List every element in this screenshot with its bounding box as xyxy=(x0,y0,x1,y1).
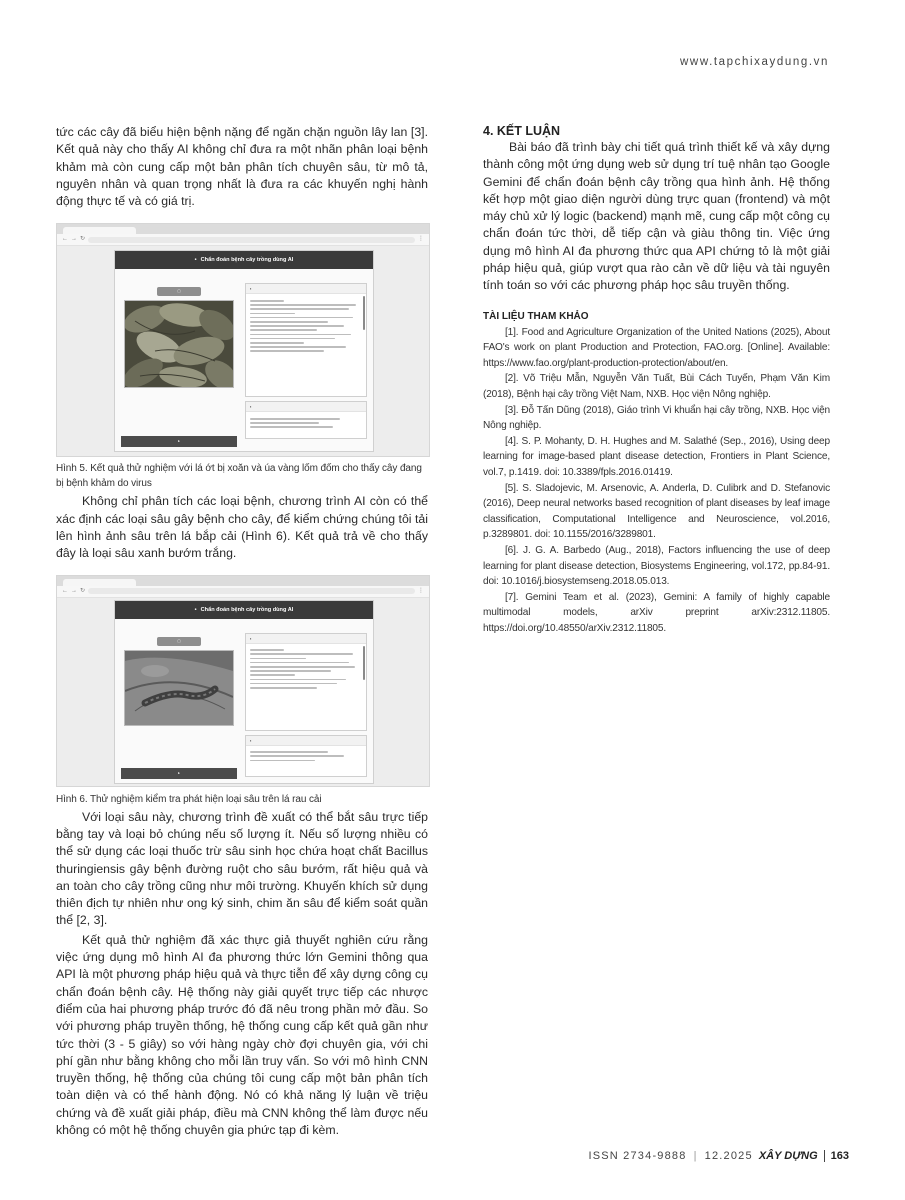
result-box-title: ▪ xyxy=(246,284,366,294)
app-header xyxy=(115,601,373,619)
analysis-result-box xyxy=(245,283,367,397)
issn-label: ISSN 2734-9888 xyxy=(588,1150,687,1162)
analyze-button: ▸ xyxy=(121,768,237,779)
caterpillar-leaf-image xyxy=(124,650,234,726)
body-paragraph: Với loại sâu này, chương trình đề xuất có thể bắt sâu trực tiếp bằng tay và loại bỏ chúng nếu số lượng ít. Nếu số lượng nhiều có thể sử dụng các loại thuốc trừ sâu sinh học chứa hoạt chất Bacillus thuringiensis gây bệnh đường ruột cho sâu bướm, rất hiệu quả và an toàn cho cây trồng cũng như môi trường. Khuyến khích sử dụng thiên địch tự nhiên như ong ký sinh, chim ăn sâu để kiểm soát quần thể [2, 3]. xyxy=(56,809,428,928)
upload-pane xyxy=(121,633,237,779)
browser-address-bar xyxy=(57,234,429,246)
forward-icon: → xyxy=(71,587,77,594)
references-heading: TÀI LIỆU THAM KHẢO xyxy=(483,310,589,322)
scrollbar xyxy=(363,646,365,680)
menu-icon: ⋮ xyxy=(418,236,424,243)
back-icon: ← xyxy=(62,236,68,243)
treatment-box xyxy=(245,401,367,439)
magazine-logo: XÂY DỰNG xyxy=(758,1150,818,1162)
browser-address-bar xyxy=(57,586,429,598)
browser-tabbar xyxy=(57,224,429,234)
left-column xyxy=(56,124,428,1139)
figure-6-screenshot xyxy=(56,575,430,787)
reload-icon: ↻ xyxy=(80,236,86,243)
upload-button: ▢ xyxy=(157,637,201,646)
browser-tab xyxy=(63,227,136,234)
issue-label: 12.2025 xyxy=(704,1150,753,1162)
reference-item: [3]. Đỗ Tấn Dũng (2018), Giáo trình Vi khuẩn hại cây trồng, NXB. Học viện Nông nghiệp. xyxy=(483,404,830,432)
reload-icon: ↻ xyxy=(80,587,86,594)
reference-item: [2]. Võ Triệu Mẫn, Nguyễn Văn Tuất, Bùi Cách Tuyến, Phạm Văn Kim (2018), Bệnh hại cây trồng Việt Nam, NXB. Học viện Nông nghiệp. xyxy=(483,373,830,401)
result-box-title: ▪ xyxy=(246,634,366,644)
reference-item: [6]. J. G. A. Barbedo (Aug., 2018), Factors influencing the use of deep learning for plant disease detection, Biosystems Engineering, vol.172, pp.84-91. doi: 10.1016/j.biosystemseng.2018.05.013. xyxy=(483,544,830,588)
page-number: 163 xyxy=(824,1150,849,1162)
back-icon: ← xyxy=(62,587,68,594)
results-pane xyxy=(245,283,367,447)
page-footer xyxy=(588,1150,849,1162)
browser-tabbar xyxy=(57,576,429,586)
app-header xyxy=(115,251,373,269)
body-paragraph: Không chỉ phân tích các loại bệnh, chương trình AI còn có thể xác định các loại sâu gây bệnh cho cây, để kiểm chứng chúng tôi tải lên hình ảnh sâu trên lá bắp cải (Hình 6). Kết quả trả về cho thấy đây là loại sâu xanh bướm trắng. xyxy=(56,494,428,561)
reference-list xyxy=(483,325,830,637)
reference-item: [5]. S. Sladojevic, M. Arsenovic, A. Anderla, D. Culibrk and D. Stefanovic (2016), Deep neural networks based recognition of plant diseases by leaf image classification, Computational Intelligence and Neuroscience, vol.2016, p.3289801. doi: 10.1155/2016/3289801. xyxy=(483,482,830,541)
pepper-leaf-image xyxy=(124,300,234,388)
figure-6-caption: Hình 6. Thử nghiệm kiểm tra phát hiện loại sâu trên lá rau cải xyxy=(56,793,322,805)
body-paragraph: Kết quả thử nghiệm đã xác thực giả thuyết nghiên cứu rằng việc ứng dụng mô hình AI đa phương thức lớn Gemini thông qua API là một phương pháp hiệu quả và thực tiễn để xây dựng công cụ chẩn đoán bệnh cây. Hệ thống này giải quyết trực tiếp các nhược điểm của hai phương pháp trước đó đã nêu trong phần mở đầu. So với phương pháp truyền thống, hệ thống cung cấp kết quả gần như tức thời (3 - 5 giây) so với hàng ngày chờ đợi chuyên gia, với chi phí gần như bằng không cho mỗi lần truy vấn. So với mô hình CNN truyền thống, hệ thống của chúng tôi cung cấp một bản phân tích toàn diện và có thể hành động. Nó có khả năng lý luận về triệu chứng và đề xuất giải pháp, điều mà CNN không thể làm được nếu không có một hệ thống chuyên gia phức tạp đi kèm. xyxy=(56,932,428,1138)
conclusion-paragraph: Bài báo đã trình bày chi tiết quá trình thiết kế và xây dựng thành công một ứng dụng web sử dụng trí tuệ nhân tạo Google Gemini để chẩn đoán bệnh cây trồng qua hình ảnh. Hệ thống kết hợp một giao diện người dùng trực quan (frontend) và một máy chủ xử lý logic (backend) mạnh mẽ, cung cấp một công cụ chẩn đoán tức thời, dễ tiếp cận và giàu thông tin. Việc ứng dụng mô hình AI đa phương thức qua API chứng tỏ là một giải pháp hiệu quả, giúp vượt qua rào cản về dữ liệu và tài nguyên tính toán so với các phương pháp học sâu truyền thống. xyxy=(483,140,830,293)
address-field xyxy=(88,237,415,243)
upload-pane xyxy=(121,283,237,447)
leaf-icon: • xyxy=(194,606,197,613)
app-title: Chẩn đoán bệnh cây trồng dùng AI xyxy=(200,606,294,613)
browser-tab xyxy=(63,579,136,586)
scrollbar xyxy=(363,296,365,330)
figure-5-screenshot xyxy=(56,223,430,457)
figure-5-caption: Hình 5. Kết quả thử nghiệm với lá ớt bị xoăn và úa vàng lốm đốm cho thấy cây đang bị bệnh khảm do virus xyxy=(56,463,422,490)
treatment-box-title: ▪ xyxy=(246,736,366,746)
reference-item: [4]. S. P. Mohanty, D. H. Hughes and M. Salathé (Sep., 2016), Using deep learning for image-based plant disease detection, Frontiers in Plant Science, vol.7, p.1419. doi: 10.3389/fpls.2016.01419. xyxy=(483,435,830,479)
reference-item: [1]. Food and Agriculture Organization of the United Nations (2025), About FAO's work on plant Production and Protection, FAO.org. [Online]. Available: https://www.fao.org/plant-production-protection/about/en. xyxy=(483,326,830,369)
menu-icon: ⋮ xyxy=(418,587,424,594)
analysis-result-box xyxy=(245,633,367,731)
leaf-icon: • xyxy=(194,257,197,264)
forward-icon: → xyxy=(71,236,77,243)
section-heading: 4. KẾT LUẬN xyxy=(483,124,561,138)
upload-button: ▢ xyxy=(157,287,201,296)
results-pane xyxy=(245,633,367,779)
app-title: Chẩn đoán bệnh cây trồng dùng AI xyxy=(200,257,294,264)
treatment-box-title: ▪ xyxy=(246,402,366,412)
analyze-button: ▸ xyxy=(121,436,237,447)
app-window xyxy=(114,600,374,784)
reference-item: [7]. Gemini Team et al. (2023), Gemini: A family of highly capable multimodal models, arXiv preprint arXiv:2312.11805. https://doi.org/10.48550/arXiv.2312.11805. xyxy=(483,591,830,634)
right-column xyxy=(483,124,830,637)
treatment-box xyxy=(245,735,367,777)
site-url: www.tapchixaydung.vn xyxy=(680,56,829,68)
body-paragraph: tức các cây đã biểu hiện bệnh nặng để ngăn chặn nguồn lây lan [3]. Kết quả này cho thấy AI không chỉ đưa ra một nhãn phân loại bệnh khảm mà còn cung cấp một bản phân tích chuyên sâu, từ mô tả, nguyên nhân và quan trọng nhất là đưa ra các khuyến nghị hành động thực tế và có giá trị. xyxy=(56,125,428,209)
app-window xyxy=(114,250,374,452)
address-field xyxy=(88,588,415,594)
footer-divider: | xyxy=(693,1150,698,1162)
